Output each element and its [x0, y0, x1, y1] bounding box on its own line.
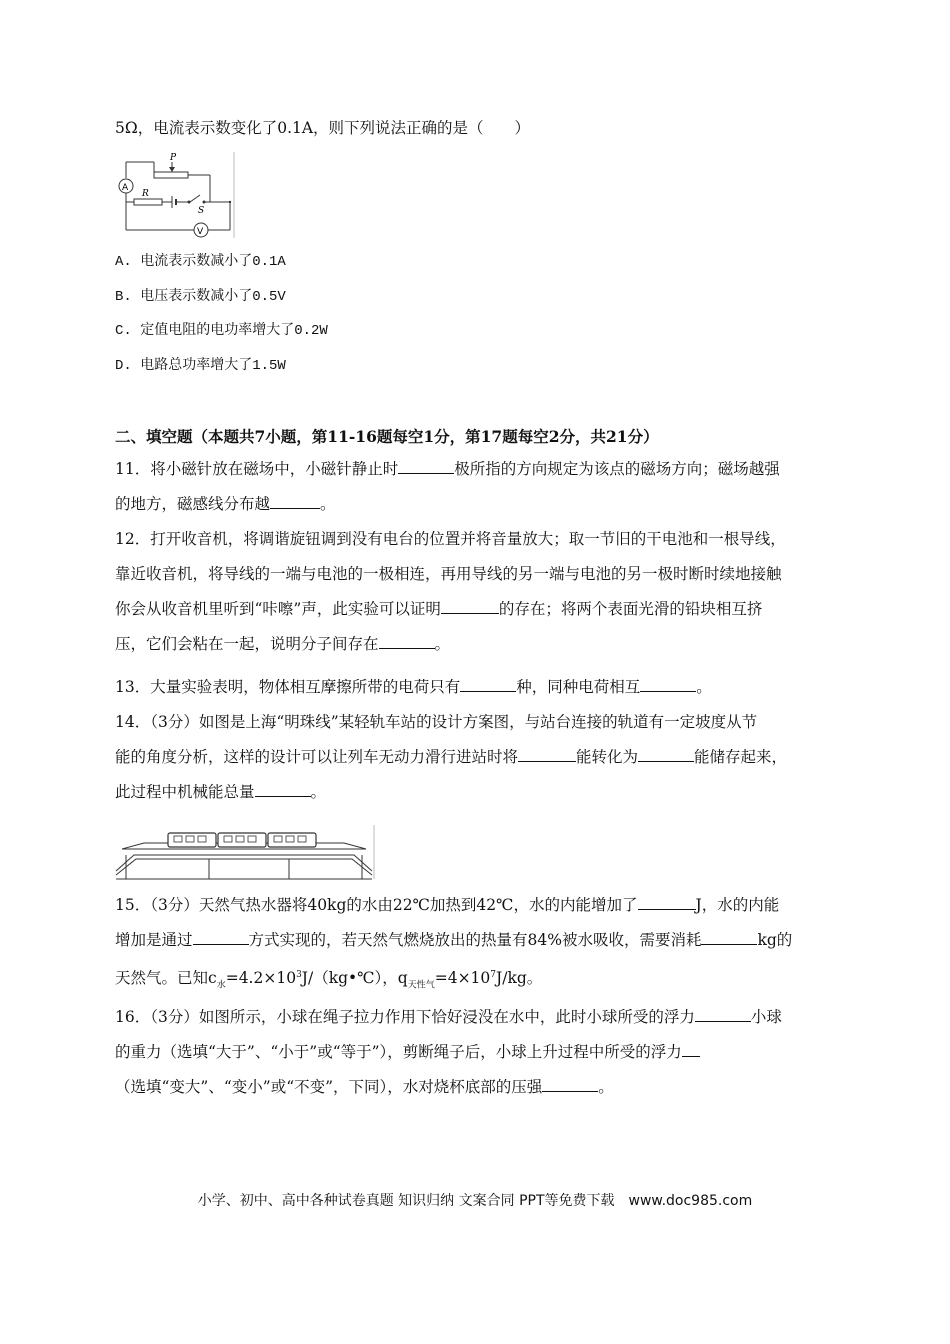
question-14: 14．（3分）如图是上海“明珠线”某轻轨车站的设计方案图，与站台连接的轨道有一定坡度从节 能的角度分析，这样的设计可以让列车无动力滑行进站时将 能转化为 能储存起来， 此过程中机械能总量 。: [115, 713, 788, 801]
label-v: V: [197, 227, 204, 237]
question-11: 11．将小磁针放在磁场中，小磁针静止时 极所指的方向规定为该点的磁场方向；磁场越强 的地方，磁感线分布越 。: [115, 460, 780, 513]
question-13: 13．大量实验表明，物体相互摩擦所带的电荷只有 种，同种电荷相互 。: [115, 678, 712, 696]
q10-option-d: D. 电路总功率增大了1.5W: [115, 358, 286, 374]
question-15: 15．（3分）天然气热水器将40kg的水由22℃加热到42℃，水的内能增加了 J，水的内能 增加是通过 方式实现的，若天然气燃烧放出的热量有84%被水吸收，需要消耗 kg的 天然气。已知$c_水=4.2\times 10^3J/(kg•℃)$，$q_{天性气}=4\times 10^7J/kg$。: [115, 896, 793, 991]
label-r: R: [142, 189, 149, 199]
station-figure: [114, 825, 376, 881]
question-16: 16．（3分）如图所示，小球在绳子拉力作用下恰好浸没在水中，此时小球所受的浮力 小球 的重力（选填“大于”、“小于”或“等于”），剪断绳子后，小球上升过程中所受的浮力 （选填“变大”、“变小”或“不变”，下同），水对烧杯底部的压强 。: [115, 1008, 782, 1096]
label-p: P: [170, 153, 177, 163]
q10-stem-tail: 5Ω，电流表示数变化了0.1A，则下列说法正确的是（ ）: [115, 119, 531, 137]
question-12: 12．打开收音机，将调谐旋钮调到没有电台的位置并将音量放大；取一节旧的干电池和一根导线， 靠近收音机，将导线的一端与电池的一极相连，再用导线的另一端与电池的另一极时断时续地接触 你会从收音机里听到“咔嚓”声，此实验可以证明 的存在；将两个表面光滑的铅块相互挤 压，它们会粘在一起，说明分子间存在 。: [115, 530, 786, 653]
section-heading: 二、填空题（本题共7小题，第11-16题每空1分，第17题每空2分，共21分）: [115, 427, 659, 446]
page-footer: 小学、初中、高中各种试卷真题 知识归纳 文案合同 PPT等免费下载 www.doc985.com: [197, 1193, 753, 1209]
label-s: S: [198, 206, 205, 216]
circuit-diagram: [112, 150, 236, 240]
label-a: A: [122, 183, 129, 193]
q10-option-c: C. 定值电阻的电功率增大了0.2W: [115, 323, 328, 339]
q10-option-b: B. 电压表示数减小了0.5V: [115, 289, 286, 305]
q10-option-a: A. 电流表示数减小了0.1A: [115, 254, 286, 270]
